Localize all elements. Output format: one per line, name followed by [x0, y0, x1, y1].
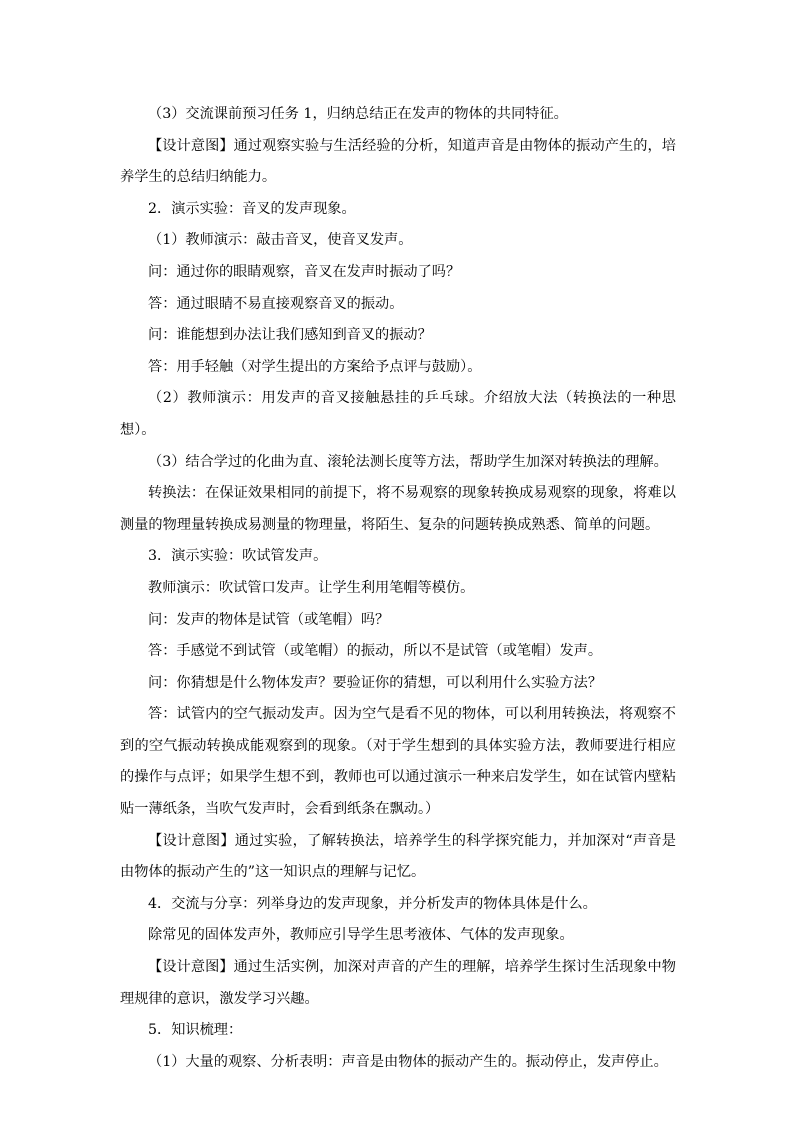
paragraph-design-intent-3: 【设计意图】通过生活实例，加深对声音的产生的理解，培养学生探讨生活现象中物理规律的意识，激发学习兴趣。 — [120, 959, 676, 1007]
paragraph-answer-2: 答：用手轻触（对学生提出的方案给予点评与鼓励）。 — [148, 358, 482, 375]
paragraph-teacher-demo-1: （1）教师演示：敲击音叉，使音叉发声。 — [148, 232, 413, 249]
paragraph-teacher-demo-2: （2）教师演示：用发声的音叉接触悬挂的乒乓球。介绍放大法（转换法的一种思想）。 — [120, 390, 676, 438]
paragraph-share-guidance: 除常见的固体发声外，教师应引导学生思考液体、气体的发声现象。 — [148, 927, 574, 944]
paragraph-demo-test-tube-heading: 3．演示实验：吹试管发声。 — [148, 548, 328, 565]
paragraph-knowledge-point-1: （1）大量的观察、分析表明：声音是由物体的振动产生的。振动停止，发声停止。 — [148, 1053, 668, 1070]
paragraph-teacher-demo-3: （3）结合学过的化曲为直、滚轮法测长度等方法，帮助学生加深对转换法的理解。 — [148, 453, 668, 470]
paragraph-design-intent-1: 【设计意图】通过观察实验与生活经验的分析，知道声音是由物体的振动产生的，培养学生的总结归纳能力。 — [120, 137, 676, 186]
paragraph-answer-4: 答：试管内的空气振动发声。因为空气是看不见的物体，可以利用转换法，将观察不到的空气振动转换成能观察到的现象。（对于学生想到的具体实验方法，教师要进行相应的操作与点评；如果学生想不到，教师也可以通过演示一种来启发学生，如在试管内壁粘贴一薄纸条，当吹气发声时，会看到纸条在飘动。） — [120, 706, 676, 818]
paragraph-knowledge-heading: 5．知识梳理： — [148, 1022, 243, 1039]
paragraph-answer-1: 答：通过眼睛不易直接观察音叉的振动。 — [148, 295, 404, 312]
paragraph-conversion-method: 转换法：在保证效果相同的前提下，将不易观察的现象转换成易观察的现象，将难以测量的物理量转换成易测量的物理量，将陌生、复杂的问题转换成熟悉、简单的问题。 — [120, 485, 676, 533]
paragraph-question-4: 问：你猜想是什么物体发声？要验证你的猜想，可以利用什么实验方法？ — [148, 674, 603, 691]
paragraph-demo-tuning-fork-heading: 2．演示实验：音叉的发声现象。 — [148, 200, 356, 217]
paragraph-share-heading: 4．交流与分享：列举身边的发声现象，并分析发声的物体具体是什么。 — [148, 895, 597, 912]
paragraph-teacher-demo-blow: 教师演示：吹试管口发声。让学生利用笔帽等模仿。 — [148, 579, 475, 596]
paragraph-question-3: 问：发声的物体是试管（或笔帽）吗？ — [148, 611, 390, 628]
paragraph-design-intent-2: 【设计意图】通过实验，了解转换法，培养学生的科学探究能力，并加深对“声音是由物体的振动产生的”这一知识点的理解与记忆。 — [120, 832, 676, 881]
paragraph-question-1: 问：通过你的眼睛观察，音叉在发声时振动了吗？ — [148, 263, 461, 280]
paragraph-task-review: （3）交流课前预习任务 1，归纳总结正在发声的物体的共同特征。 — [148, 106, 568, 122]
paragraph-question-2: 问：谁能想到办法让我们感知到音叉的振动？ — [148, 327, 432, 344]
paragraph-answer-3: 答：手感觉不到试管（或笔帽）的振动，所以不是试管（或笔帽）发声。 — [148, 643, 603, 660]
document-body — [120, 99, 676, 1078]
